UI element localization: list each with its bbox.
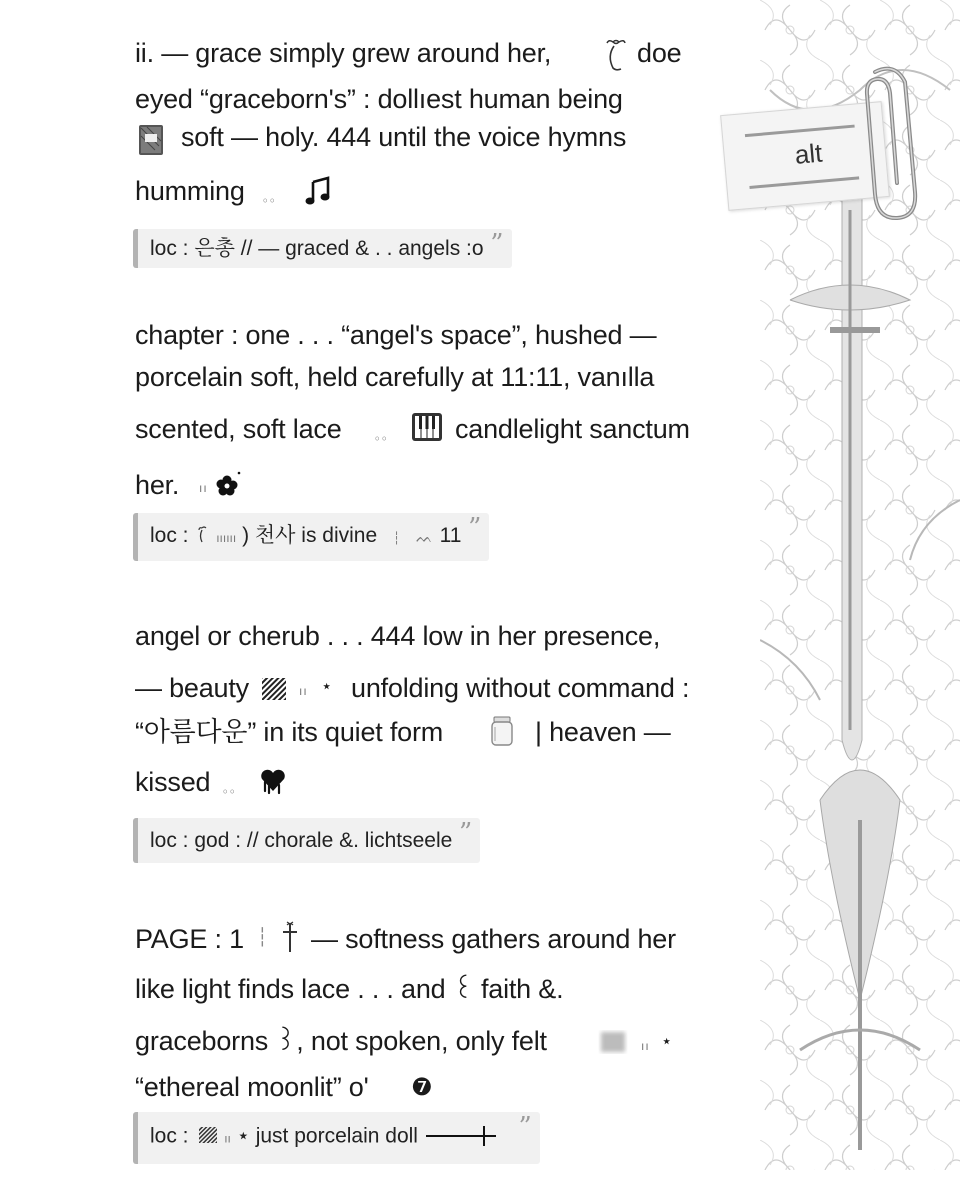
cross-icon bbox=[279, 920, 301, 961]
p3-dots: 。。 bbox=[223, 781, 244, 795]
quote-2-text: ) 천사 is divine bbox=[242, 524, 378, 547]
p2-bars: ıı bbox=[199, 481, 208, 495]
p3-line-3: “아름다운” in its quiet form bbox=[135, 717, 444, 747]
alt-tag-label: alt bbox=[793, 137, 824, 170]
quote-1-text: loc : 은총 // — graced & . . angels :o bbox=[150, 237, 484, 260]
p1-dots: 。。 bbox=[263, 190, 284, 204]
p4-bars: ıı bbox=[641, 1039, 650, 1053]
ribbon-icon bbox=[605, 38, 627, 79]
quote-4-bars: ıı bbox=[224, 1131, 231, 1146]
paperclip-icon bbox=[855, 62, 925, 227]
p4-line-2: like light finds lace . . . and ꒰ faith &. bbox=[135, 974, 564, 1004]
location-quote-4 bbox=[133, 1112, 540, 1164]
hatched-square-icon bbox=[261, 677, 287, 708]
piano-icon bbox=[411, 412, 443, 449]
notebook-icon bbox=[137, 124, 165, 163]
p2-line-2: porcelain soft, held carefully at 11:11, vanılla bbox=[135, 362, 655, 392]
quote-2-number: 11 bbox=[439, 524, 462, 547]
p1-line-3: soft — holy. 444 until the voice hymns bbox=[181, 122, 627, 152]
flower-icon bbox=[215, 470, 241, 507]
quote-2-label: loc : bbox=[150, 524, 189, 547]
p4-line-3: graceborns ꒱, not spoken, only felt bbox=[135, 1026, 547, 1056]
note-page: ii. — grace simply grew around her, doe eyed “graceborn's” : dollıest human being soft — holy. 444 until the voice hymns humming 。。 loc : 은총 // — graced & . . angels :o ” chapter : one . . . “angel's space”, hushed — porcelain soft, held carefully at 11:11, vanılla scented, soft lace 。。 candlelight sanctum her. ıı loc : ıııııı ) 천사 is divine ┆ ᨓ 11 ” angel or cherub . . . 444 low in her presence, — beauty ıı ⋆ unfolding without command : “아름다운” in its quiet form | heaven — kissed 。。 loc : god : // chorale &. lichtseele ” PAGE : 1 ┆ — softness gathers around her like light finds lace . . . and ꒰ faith &. graceborns ꒱, not spoken, only felt ıı ⋆ “ethereal moonlit” o' ❼ loc : ıı ⋆ just porcelain doll ” bbox=[0, 0, 760, 1200]
p3-line-2b: unfolding without command : bbox=[351, 673, 690, 703]
p2-line-1: chapter : one . . . “angel's space”, hushed — bbox=[135, 320, 657, 350]
location-quote-3 bbox=[133, 818, 480, 863]
p2-line-3b: candlelight sanctum bbox=[455, 414, 690, 444]
quote-2-bars: ıııııı bbox=[216, 531, 237, 545]
hatched-square-icon bbox=[198, 1126, 218, 1148]
quote-mark: ” bbox=[468, 513, 482, 543]
music-note-icon bbox=[305, 176, 331, 213]
p1-line-2: eyed “graceborn's” : dollıest human being bbox=[135, 84, 623, 114]
quote-3-text: loc : god : // chorale &. lichtseele bbox=[150, 829, 453, 852]
p3-line-2: — beauty bbox=[135, 673, 249, 703]
cross-line-icon bbox=[424, 1124, 500, 1150]
p4-line-1: PAGE : 1 bbox=[135, 924, 244, 954]
circled-seven: ❼ bbox=[411, 1074, 433, 1101]
p1-line-1b: doe bbox=[637, 38, 682, 68]
p2-dots: 。。 bbox=[375, 428, 396, 442]
p3-line-3b: | heaven — bbox=[535, 717, 671, 747]
p3-line-1: angel or cherub . . . 444 low in her presence, bbox=[135, 621, 661, 651]
p1-line-4: humming bbox=[135, 176, 245, 206]
p4-line-1b: — softness gathers around her bbox=[311, 924, 676, 954]
p4-line-4: “ethereal moonlit” o' bbox=[135, 1072, 369, 1102]
quote-mark: ” bbox=[459, 818, 473, 848]
quote-mark: ” bbox=[490, 229, 504, 259]
location-quote-1 bbox=[133, 229, 512, 268]
bottom-strip bbox=[0, 1170, 960, 1200]
p1-line-1: ii. — grace simply grew around her, bbox=[135, 38, 552, 68]
p2-line-4: her. bbox=[135, 470, 180, 500]
p2-line-3: scented, soft lace bbox=[135, 414, 342, 444]
jar-icon bbox=[489, 715, 515, 754]
star-icon: ⋆ bbox=[321, 676, 333, 696]
location-quote-2: loc : ıııııı ) 천사 is divine ┆ ᨓ 11 ” bbox=[133, 513, 489, 561]
quote-4-text: ⋆ just porcelain doll bbox=[236, 1124, 418, 1148]
melting-heart-icon bbox=[259, 767, 287, 804]
star-icon: ⋆ bbox=[661, 1031, 673, 1051]
quote-mark: ” bbox=[518, 1112, 532, 1142]
blurred-square-icon bbox=[597, 1028, 629, 1063]
p3-bars: ıı bbox=[299, 684, 308, 698]
quote-4-label: loc : bbox=[150, 1124, 189, 1148]
p3-line-4: kissed bbox=[135, 767, 211, 797]
ribbon-icon bbox=[198, 525, 210, 547]
